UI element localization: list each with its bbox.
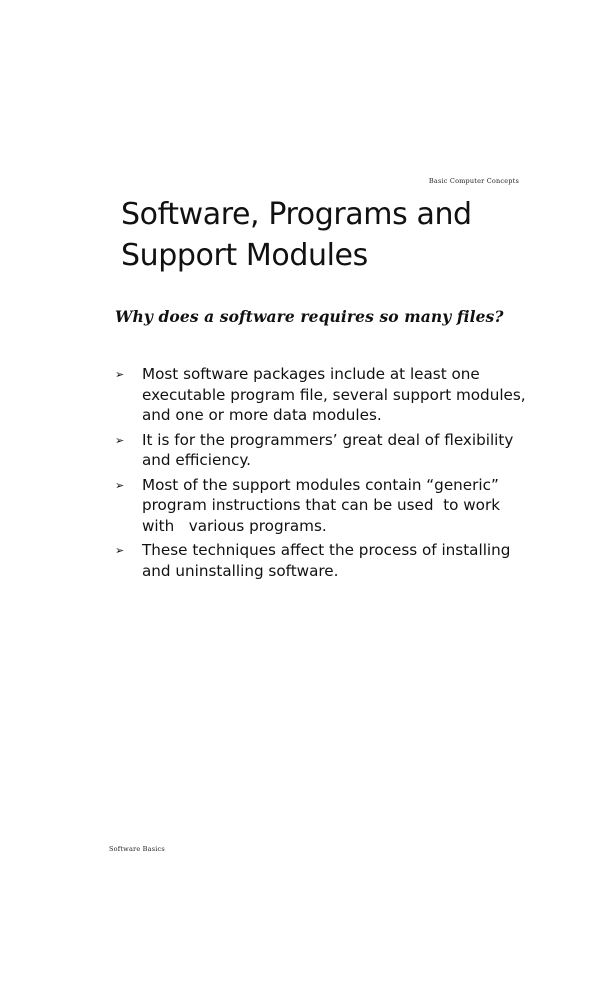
list-item	[115, 475, 535, 537]
list-item	[115, 540, 535, 581]
arrow-bullet-icon: ➢	[115, 478, 125, 492]
list-item-text: It is for the programmers’ great deal of flexibility and efficiency.	[142, 430, 514, 469]
list-item-text: Most software packages include at least one executable program file, several support modules, and one or more data modules.	[142, 365, 526, 424]
page-footer: Software Basics	[109, 845, 165, 853]
page-title	[121, 194, 541, 276]
bullet-list	[115, 364, 535, 585]
arrow-bullet-icon: ➢	[115, 433, 125, 447]
page-title-line-2: Support Modules	[121, 238, 368, 273]
arrow-bullet-icon: ➢	[115, 544, 125, 557]
arrow-bullet-icon: ➢	[115, 368, 125, 381]
list-item-text: Most of the support modules contain “generic” program instructions that can be used to work with various programs.	[142, 475, 505, 535]
list-item	[115, 430, 535, 471]
page-title-line-1: Software, Programs and	[121, 197, 472, 232]
list-item	[115, 364, 535, 426]
page-header: Basic Computer Concepts	[428, 177, 519, 185]
section-question: Why does a software requires so many files?	[115, 307, 504, 326]
list-item-text: These techniques affect the process of installing and uninstalling software.	[142, 541, 511, 580]
